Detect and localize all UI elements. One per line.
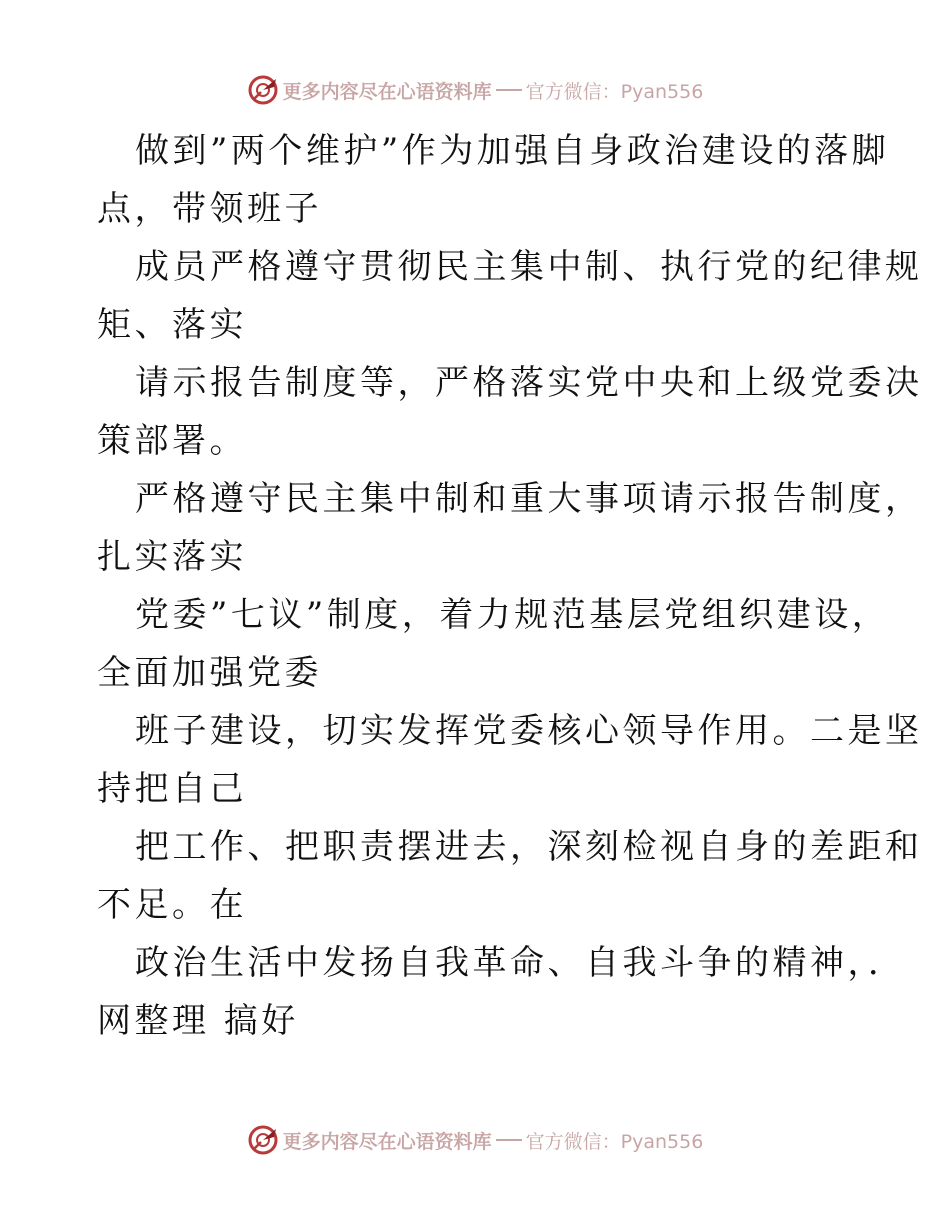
footer-banner [0,1120,950,1160]
banner-text: 更多内容尽在心语资料库 [282,80,492,103]
text-line: 党委”七议”制度，着力规范基层党组织建设， [135,595,890,635]
text-line: 班子建设，切实发挥党委核心领导作用。二是坚 [135,711,923,751]
logo-icon [247,1124,279,1156]
text-line: 全面加强党委 [97,653,322,693]
text-line: 请示报告制度等，严格落实党中央和上级党委决 [135,363,923,403]
banner-wechat: 官方微信：Pyan556 [525,1130,704,1153]
text-line: 策部署。 [97,421,247,461]
text-line: 矩、落实 [97,305,247,345]
banner-text: 更多内容尽在心语资料库 [282,1130,492,1153]
text-line: 做到”两个维护”作为加强自身政治建设的落脚 [135,131,890,171]
banner-wechat: 官方微信：Pyan556 [525,80,704,103]
logo-icon [247,74,279,106]
banner-divider [496,1139,522,1141]
text-line: 严格遵守民主集中制和重大事项请示报告制度， [135,479,923,519]
text-line: 成员严格遵守贯彻民主集中制、执行党的纪律规 [135,247,923,287]
text-line: 政治生活中发扬自我革命、自我斗争的精神，． [135,943,906,983]
header-banner [0,70,950,110]
text-line: 网整理 搞好 [97,1001,299,1041]
text-line: 点，带领班子 [97,189,322,229]
text-line: 扎实落实 [97,537,247,577]
text-line: 不足。在 [97,885,247,925]
document-body [97,122,923,1050]
text-line: 持把自己 [97,769,247,809]
banner-divider [496,89,522,91]
text-line: 把工作、把职责摆进去，深刻检视自身的差距和 [135,827,923,867]
